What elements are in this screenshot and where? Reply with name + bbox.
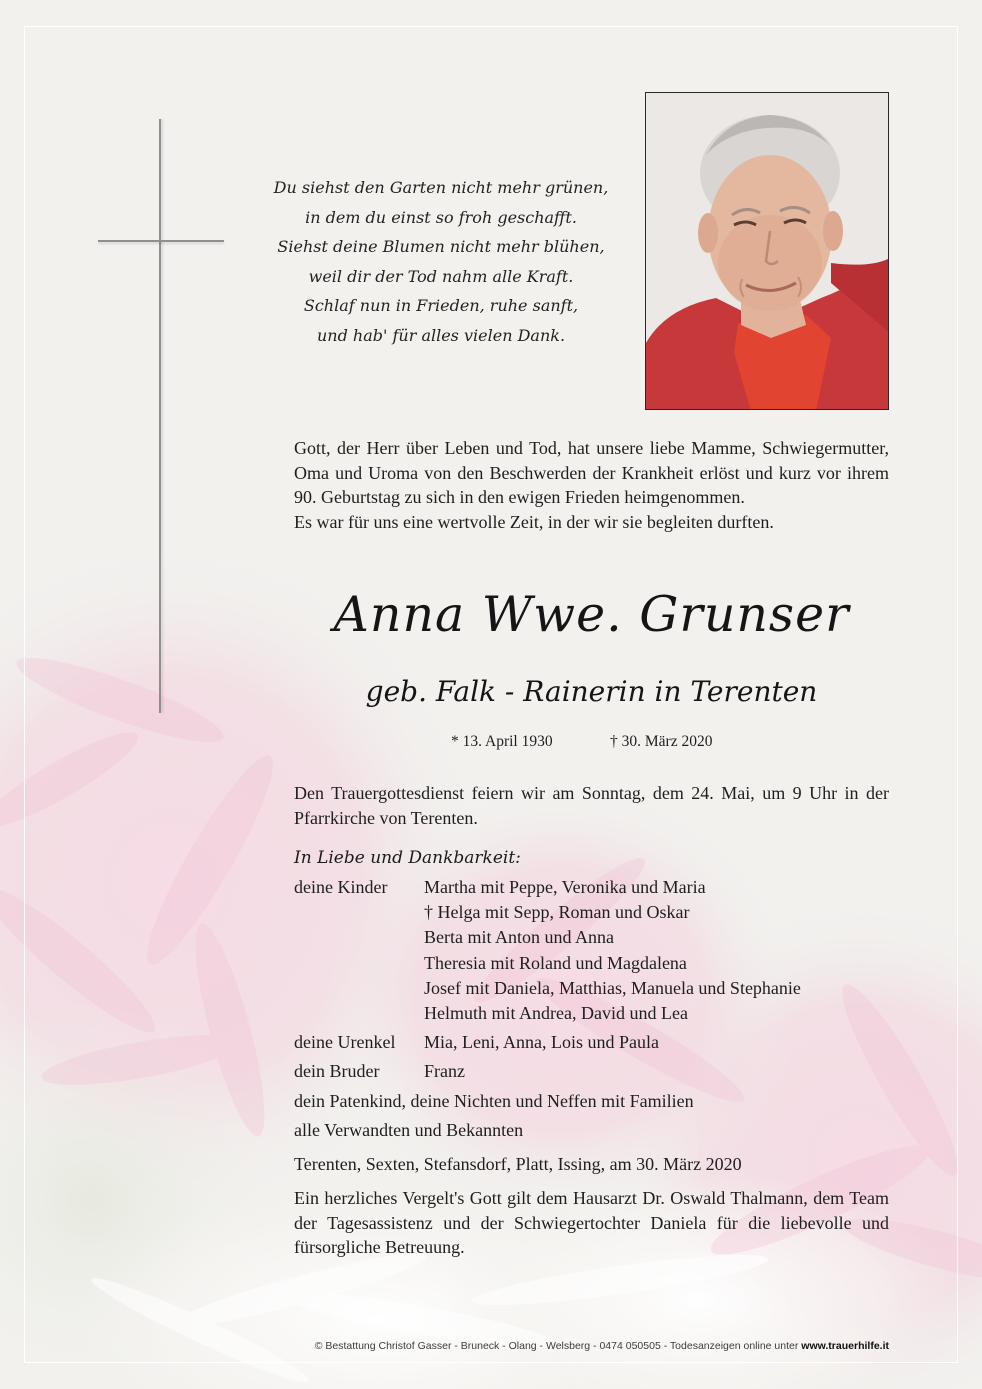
mourner-names: Berta mit Anton und Anna [424,927,614,948]
cross-icon-bar [98,240,224,242]
mourner-group [294,875,889,1026]
deceased-subname: geb. Falk - Rainerin in Terenten [365,675,818,708]
mourner-names: Franz [424,1061,465,1082]
mourner-group-label: deine Urenkel [294,1032,396,1053]
mourner-names: Martha mit Peppe, Veronika und Maria [424,877,706,897]
footer [294,1340,889,1352]
poem [266,173,616,350]
mourner-group-label: deine Kinder [294,877,388,897]
gratitude-paragraph: Ein herzliches Vergelt's Gott gilt dem Hausarzt Dr. Oswald Thalmann, dem Team der Tagesassistenz und der Schwiegertochter Daniela für die liebevolle und fürsorgliche Betreuung. [294,1188,889,1257]
footer-text: © Bestattung Christof Gasser - Bruneck - Olang - Welsberg - 0474 050505 - Todesanzeigen online unter [314,1340,799,1352]
mourner-others: dein Patenkind, deine Nichten und Neffen mit Familien [294,1090,694,1111]
intro-paragraph: Gott, der Herr über Leben und Tod, hat unsere liebe Mamme, Schwiegermutter, Oma und Uroma von den Beschwerden der Krankheit erlöst und kurz vor ihrem 90. Geburtstag zu sich in den ewigen Frieden heimgenommen. [294,438,889,507]
mourner-group-label: dein Bruder [294,1061,380,1082]
poem-line: und hab' für alles vielen Dank. [316,325,566,345]
poem-line: in dem du einst so froh geschafft. [305,207,577,227]
mourners-list [294,875,889,1143]
mourner-names: Theresia mit Roland und Magdalena [424,952,687,973]
mourner-group [294,1030,889,1055]
poem-line: weil dir der Tod nahm alle Kraft. [308,266,574,286]
deceased-name: Anna Wwe. Grunser [333,586,850,643]
mourner-names: † Helga mit Sepp, Roman und Oskar [424,902,690,923]
gratitude-text [294,1186,889,1260]
place-date: Terenten, Sexten, Stefansdorf, Platt, Issing, am 30. März 2020 [294,1154,742,1174]
mourner-others: alle Verwandten und Bekannten [294,1119,524,1140]
footer-link[interactable]: www.trauerhilfe.it [801,1340,889,1352]
mourner-names: Mia, Leni, Anna, Lois und Paula [424,1032,659,1053]
poem-line: Schlaf nun in Frieden, ruhe sanft, [303,296,579,315]
intro-text [294,436,889,534]
mourner-group [294,1059,889,1084]
cross-icon [159,119,161,713]
mourners-heading: In Liebe und Dankbarkeit: [294,848,521,868]
portrait-photo [645,92,889,410]
intro-paragraph: Es war für uns eine wertvolle Zeit, in der wir sie begleiten durften. [294,511,774,532]
poem-line: Siehst deine Blumen nicht mehr blühen, [277,237,605,256]
death-date: † 30. März 2020 [610,733,713,750]
birth-date: * 13. April 1930 [451,733,553,750]
mourner-names: Helmuth mit Andrea, David und Lea [424,1003,688,1024]
poem-line: Du siehst den Garten nicht mehr grünen, [273,178,609,197]
service-announcement: Den Trauergottesdienst feiern wir am Sonntag, dem 24. Mai, um 9 Uhr in der Pfarrkirche von Terenten. [294,783,889,828]
mourner-names: Josef mit Daniela, Matthias, Manuela und Stephanie [424,977,801,998]
